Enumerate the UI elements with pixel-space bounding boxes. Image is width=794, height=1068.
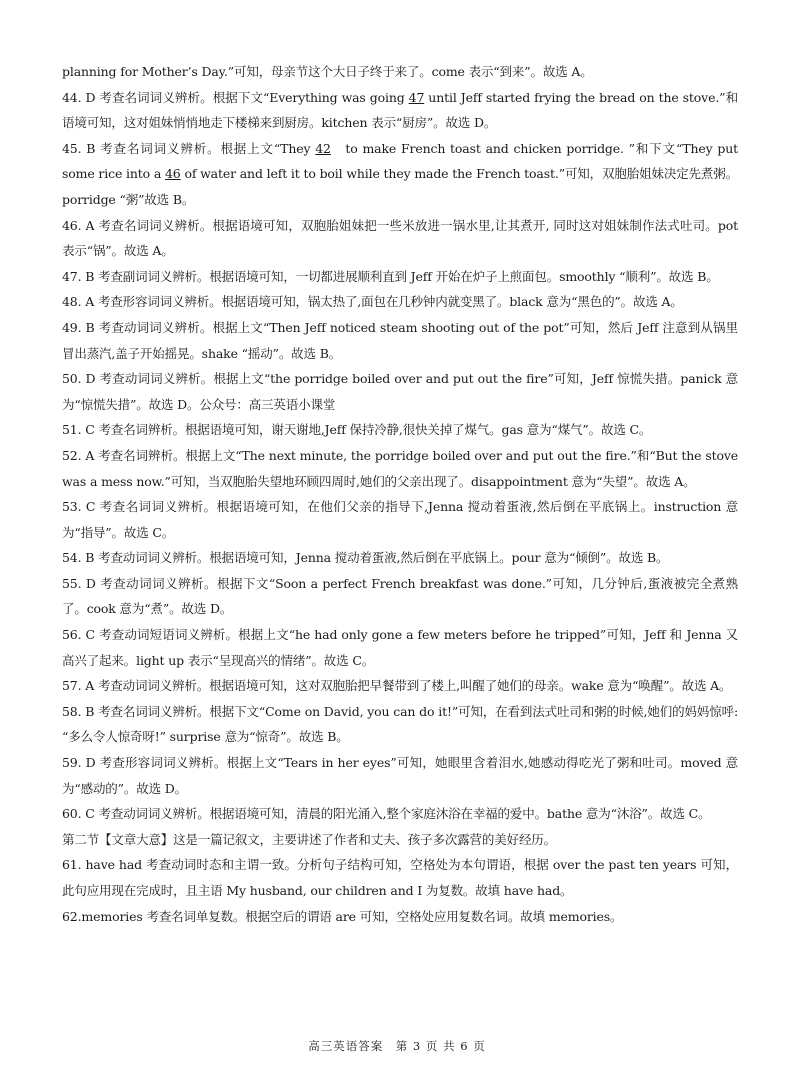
answer-paragraph: 47. B 考查副词词义辨析。根据语境可知，一切都进展顺利直到 Jeff 开始在炉子上煎面包。smoothly “顺利”。故选 B。 [62, 268, 719, 284]
answer-paragraph: 53. C 考查名词词义辨析。根据语境可知，在他们父亲的指导下,Jenna 搅动着蛋液,然后倒在平底锅上。instruction 意为“指导”。故选 C。 [62, 499, 738, 540]
answer-paragraph: 45. B 考查名词词义辨析。根据上文“They 42 to make French toast and chicken porridge. ”和下文“They put some rice into a 46 of water and left it to boil while they made the French toast.”可知，双胞胎姐妹决定先煮粥。porridge “粥”故选 B。 [62, 140, 738, 207]
answer-paragraph: 51. C 考查名词辨析。根据语境可知，谢天谢地,Jeff 保持冷静,很快关掉了煤气。gas 意为“煤气”。故选 C。 [62, 422, 652, 438]
answer-paragraph: 54. B 考查动词词义辨析。根据语境可知，Jenna 搅动着蛋液,然后倒在平底锅上。pour 意为“倾倒”。故选 B。 [62, 550, 669, 566]
answer-paragraph: 62.memories 考查名词单复数。根据空后的谓语 are 可知，空格处应用复数名词。故填 memories。 [62, 908, 623, 924]
answer-paragraph: 52. A 考查名词辨析。根据上文“The next minute, the porridge boiled over and put out the fire.”和“But the stove was a mess now.”可知，当双胞胎失望地环顾四周时,她们的父亲出现了。disappointment 意为“失望”。故选 A。 [62, 447, 738, 489]
answer-paragraph: 58. B 考查名词词义辨析。根据下文“Come on David, you can do it!”可知，在看到法式吐司和粥的时候,她们的妈妈惊呼: “多么令人惊奇呀!” surprise 意为“惊奇”。故选 B。 [62, 703, 738, 745]
answer-paragraph: 第二节【文章大意】这是一篇记叙文，主要讲述了作者和丈夫、孩子多次露营的美好经历。 [62, 831, 557, 847]
answer-paragraph: 50. D 考查动词词义辨析。根据上文“the porridge boiled over and put out the fire”可知，Jeff 惊慌失措。panick 意为“惊慌失措”。故选 D。公众号：高三英语小课堂 [62, 371, 738, 412]
answer-paragraph: 49. B 考查动词词义辨析。根据上文“Then Jeff noticed steam shooting out of the pot”可知，然后 Jeff 注意到从锅里冒出蒸汽,盖子开始摇晃。shake “摇动”。故选 B。 [62, 319, 738, 361]
answer-explanations [62, 59, 738, 929]
answer-paragraph: 60. C 考查动词词义辨析。根据语境可知，清晨的阳光涌入,整个家庭沐浴在幸福的爱中。bathe 意为“沐浴”。故选 C。 [62, 806, 711, 822]
answer-paragraph: 59. D 考查形容词词义辨析。根据上文“Tears in her eyes”可知，她眼里含着泪水,她感动得吃光了粥和吐司。moved 意为“感动的”。故选 D。 [62, 755, 738, 796]
answer-paragraph: 46. A 考查名词词义辨析。根据语境可知，双胞胎姐妹把一些米放进一锅水里,让其煮开, 同时这对姐妹制作法式吐司。pot 表示“锅”。故选 A。 [62, 217, 738, 259]
answer-paragraph: 56. C 考查动词短语词义辨析。根据上文“he had only gone a few meters before he tripped”可知，Jeff 和 Jenna 又高兴了起来。light up 表示“呈现高兴的情绪”。故选 C。 [62, 627, 738, 668]
page-footer: 高三英语答案 第 3 页 共 6 页 [308, 1039, 486, 1053]
answer-paragraph: 61. have had 考查动词时态和主谓一致。分析句子结构可知，空格处为本句谓语，根据 over the past ten years 可知，此句应用现在完成时，且主语 My husband, our children and I 为复数。故填 have had。 [62, 857, 738, 898]
answer-paragraph: 44. D 考查名词词义辨析。根据下文“Everything was going 47 until Jeff started frying the bread on the stove.”和语境可知，这对姐妹悄悄地走下楼梯来到厨房。kitchen 表示“厨房”。故选 D。 [62, 89, 738, 131]
answer-paragraph: 48. A 考查形容词词义辨析。根据语境可知，锅太热了,面包在几秒钟内就变黑了。black 意为“黑色的”。故选 A。 [62, 294, 683, 310]
answer-paragraph: 57. A 考查动词词义辨析。根据语境可知，这对双胞胎把早餐带到了楼上,叫醒了她们的母亲。wake 意为“唤醒”。故选 A。 [62, 678, 732, 694]
answer-paragraph: planning for Mother’s Day.”可知，母亲节这个大日子终于来了。come 表示“到来”。故选 A。 [62, 64, 593, 79]
answer-paragraph: 55. D 考查动词词义辨析。根据下文“Soon a perfect French breakfast was done.”可知，几分钟后,蛋液被完全煮熟了。cook 意为“煮”。故选 D。 [62, 575, 738, 617]
